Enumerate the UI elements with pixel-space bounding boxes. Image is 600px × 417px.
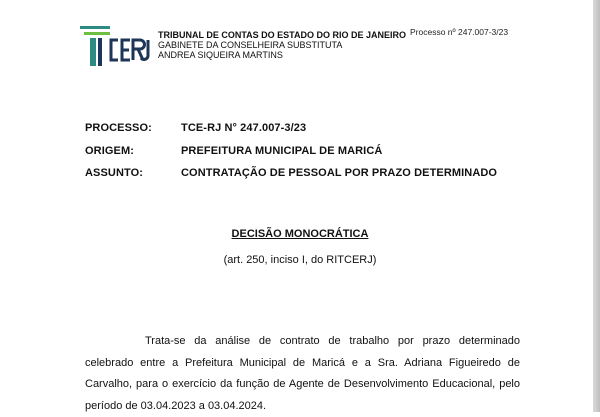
office-name: GABINETE DA CONSELHEIRA SUBSTITUTA xyxy=(158,40,343,50)
page-edge-shadow xyxy=(593,0,600,412)
tcerj-logo xyxy=(80,20,152,70)
meta-label: PROCESSO: xyxy=(85,122,152,134)
org-name: TRIBUNAL DE CONTAS DO ESTADO DO RIO DE JANEIRO xyxy=(158,30,407,40)
meta-label: ASSUNTO: xyxy=(85,167,144,179)
meta-value: CONTRATAÇÃO DE PESSOAL POR PRAZO DETERMINADO xyxy=(181,167,498,179)
decision-title: DECISÃO MONOCRÁTICA xyxy=(231,228,369,240)
organization-block xyxy=(158,30,406,60)
process-reference: Processo nº 247.007-3/23 xyxy=(410,27,509,37)
body-paragraph: Trata-se da análise de contrato de trabalho por prazo determinado celebrado entre a Prefeitura Municipal de Maricá e a Sra. Adriana Figueiredo de Carvalho, para o exercício da função de Agente de Desenvolvimento Educacional, pelo período de 03.04.2023 a 03.04.2024. xyxy=(85,335,520,412)
meta-label: ORIGEM: xyxy=(85,145,134,157)
meta-value: TCE-RJ N° 247.007-3/23 xyxy=(181,122,307,134)
person-name: ANDREA SIQUEIRA MARTINS xyxy=(158,50,283,60)
decision-basis: (art. 250, inciso I, do RITCERJ) xyxy=(223,254,377,266)
meta-value: PREFEITURA MUNICIPAL DE MARICÁ xyxy=(181,145,383,157)
